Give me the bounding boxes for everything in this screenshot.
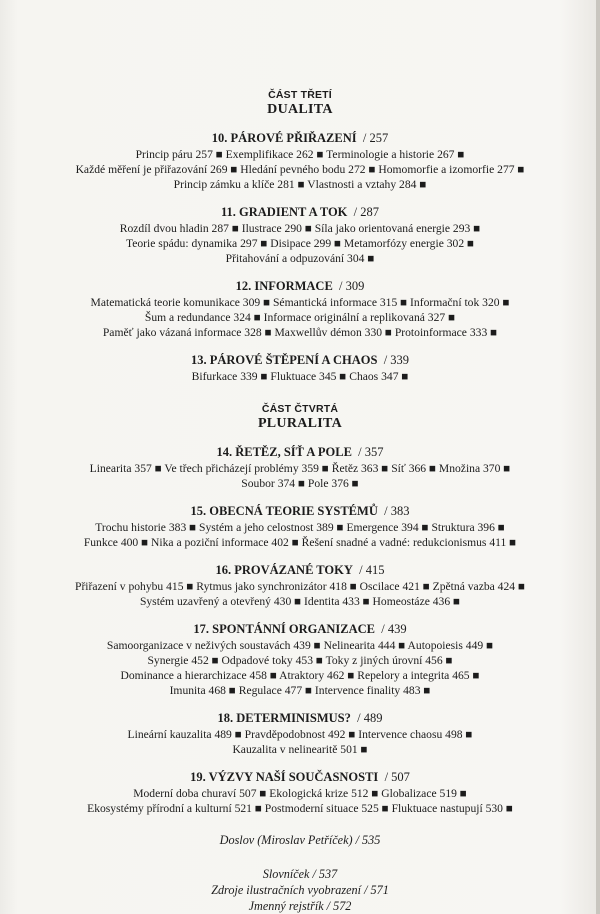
backmatter-rejstrik: Jmenný rejstřík / 572 bbox=[248, 899, 352, 913]
table-of-contents bbox=[0, 88, 600, 914]
chapter-title: 11. GRADIENT A TOK / 287 bbox=[220, 205, 380, 219]
chapter-line: Trochu historie 383 ■ Systém a jeho celostnost 389 ■ Emergence 394 ■ Struktura 396 ■ bbox=[95, 521, 505, 534]
chapter-12 bbox=[0, 278, 600, 340]
chapter-line: Imunita 468 ■ Regulace 477 ■ Intervence finality 483 ■ bbox=[169, 684, 431, 697]
chapter-line: Bifurkace 339 ■ Fluktuace 345 ■ Chaos 347 ■ bbox=[191, 370, 409, 383]
chapter-line: Princip zámku a klíče 281 ■ Vlastnosti a vztahy 284 ■ bbox=[173, 178, 427, 191]
chapter-title: 13. PÁROVÉ ŠTĚPENÍ A CHAOS / 339 bbox=[190, 353, 410, 367]
chapter-title: 16. PROVÁZANÉ TOKY / 415 bbox=[215, 563, 385, 577]
chapter-line: Teorie spádu: dynamika 297 ■ Disipace 299 ■ Metamorfózy energie 302 ■ bbox=[125, 237, 475, 250]
chapter-line: Ekosystémy přírodní a kulturní 521 ■ Postmoderní situace 525 ■ Fluktuace nastupují 530 ■ bbox=[87, 802, 513, 815]
chapter-19 bbox=[0, 769, 600, 816]
chapter-line: Synergie 452 ■ Odpadové toky 453 ■ Toky z jiných úrovní 456 ■ bbox=[147, 654, 453, 667]
chapter-line: Linearita 357 ■ Ve třech přicházejí problémy 359 ■ Řetěz 363 ■ Síť 366 ■ Množina 370 ■ bbox=[89, 462, 511, 475]
part-label: ČÁST ČTVRTÁ bbox=[261, 403, 339, 415]
chapter-title: 15. OBECNÁ TEORIE SYSTÉMŮ / 383 bbox=[190, 504, 410, 518]
chapter-line: Samoorganizace v neživých soustavách 439 ■ Nelinearita 444 ■ Autopoiesis 449 ■ bbox=[106, 639, 494, 652]
chapter-10 bbox=[0, 130, 600, 192]
chapter-11 bbox=[0, 204, 600, 266]
chapter-line: Moderní doba churaví 507 ■ Ekologická krize 512 ■ Globalizace 519 ■ bbox=[133, 787, 467, 800]
chapter-line: Přitahování a odpuzování 304 ■ bbox=[225, 252, 375, 265]
chapter-title: 18. DETERMINISMUS? / 489 bbox=[217, 711, 383, 725]
part-title: PLURALITA bbox=[257, 416, 343, 431]
chapter-line: Systém uzavřený a otevřený 430 ■ Identita 433 ■ Homeostáze 436 ■ bbox=[139, 595, 461, 608]
chapter-line: Šum a redundance 324 ■ Informace originální a replikovaná 327 ■ bbox=[144, 311, 456, 324]
chapter-title: 17. SPONTÁNNÍ ORGANIZACE / 439 bbox=[193, 622, 407, 636]
chapter-line: Soubor 374 ■ Pole 376 ■ bbox=[241, 477, 359, 490]
chapter-line: Princip páru 257 ■ Exemplifikace 262 ■ Terminologie a historie 267 ■ bbox=[135, 148, 465, 161]
chapter-line: Každé měření je přiřazování 269 ■ Hledání pevného bodu 272 ■ Homomorfie a izomorfie 277 ■ bbox=[75, 163, 525, 176]
chapter-title: 10. PÁROVÉ PŘIŘAZENÍ / 257 bbox=[211, 131, 389, 145]
part-title: DUALITA bbox=[267, 102, 333, 117]
chapter-line: Přiřazení v pohybu 415 ■ Rytmus jako synchronizátor 418 ■ Oscilace 421 ■ Zpětná vazba 424 ■ bbox=[75, 580, 525, 593]
backmatter-zdroje: Zdroje ilustračních vyobrazení / 571 bbox=[211, 883, 389, 897]
chapter-line: Kauzalita v nelinearitě 501 ■ bbox=[232, 743, 368, 756]
chapter-line: Lineární kauzalita 489 ■ Pravděpodobnost 492 ■ Intervence chaosu 498 ■ bbox=[127, 728, 473, 741]
chapter-line: Funkce 400 ■ Nika a poziční informace 402 ■ Řešení snadné a vadné: redukcionismus 411 ■ bbox=[83, 536, 517, 549]
chapter-title: 19. VÝZVY NAŠÍ SOUČASNOSTI / 507 bbox=[190, 770, 410, 784]
chapter-13 bbox=[0, 352, 600, 384]
chapter-line: Dominance a hierarchizace 458 ■ Atraktory 462 ■ Repelory a integrita 465 ■ bbox=[120, 669, 480, 682]
chapter-16 bbox=[0, 562, 600, 609]
chapter-14 bbox=[0, 444, 600, 491]
chapter-title: 12. INFORMACE / 309 bbox=[235, 279, 365, 293]
backmatter-slovnicek: Slovníček / 537 bbox=[262, 867, 338, 881]
chapter-line: Matematická teorie komunikace 309 ■ Sémantická informace 315 ■ Informační tok 320 ■ bbox=[90, 296, 510, 309]
part-pluralita bbox=[0, 402, 600, 816]
chapter-15 bbox=[0, 503, 600, 550]
part-dualita bbox=[0, 88, 600, 384]
chapter-title: 14. ŘETĚZ, SÍŤ A POLE / 357 bbox=[216, 445, 384, 459]
chapter-line: Paměť jako vázaná informace 328 ■ Maxwellův démon 330 ■ Protoinformace 333 ■ bbox=[102, 326, 498, 339]
chapter-18 bbox=[0, 710, 600, 757]
chapter-17 bbox=[0, 621, 600, 698]
backmatter-doslov: Doslov (Miroslav Petříček) / 535 bbox=[219, 833, 381, 847]
part-label: ČÁST TŘETÍ bbox=[268, 89, 332, 101]
chapter-line: Rozdíl dvou hladin 287 ■ Ilustrace 290 ■ Síla jako orientovaná energie 293 ■ bbox=[119, 222, 481, 235]
